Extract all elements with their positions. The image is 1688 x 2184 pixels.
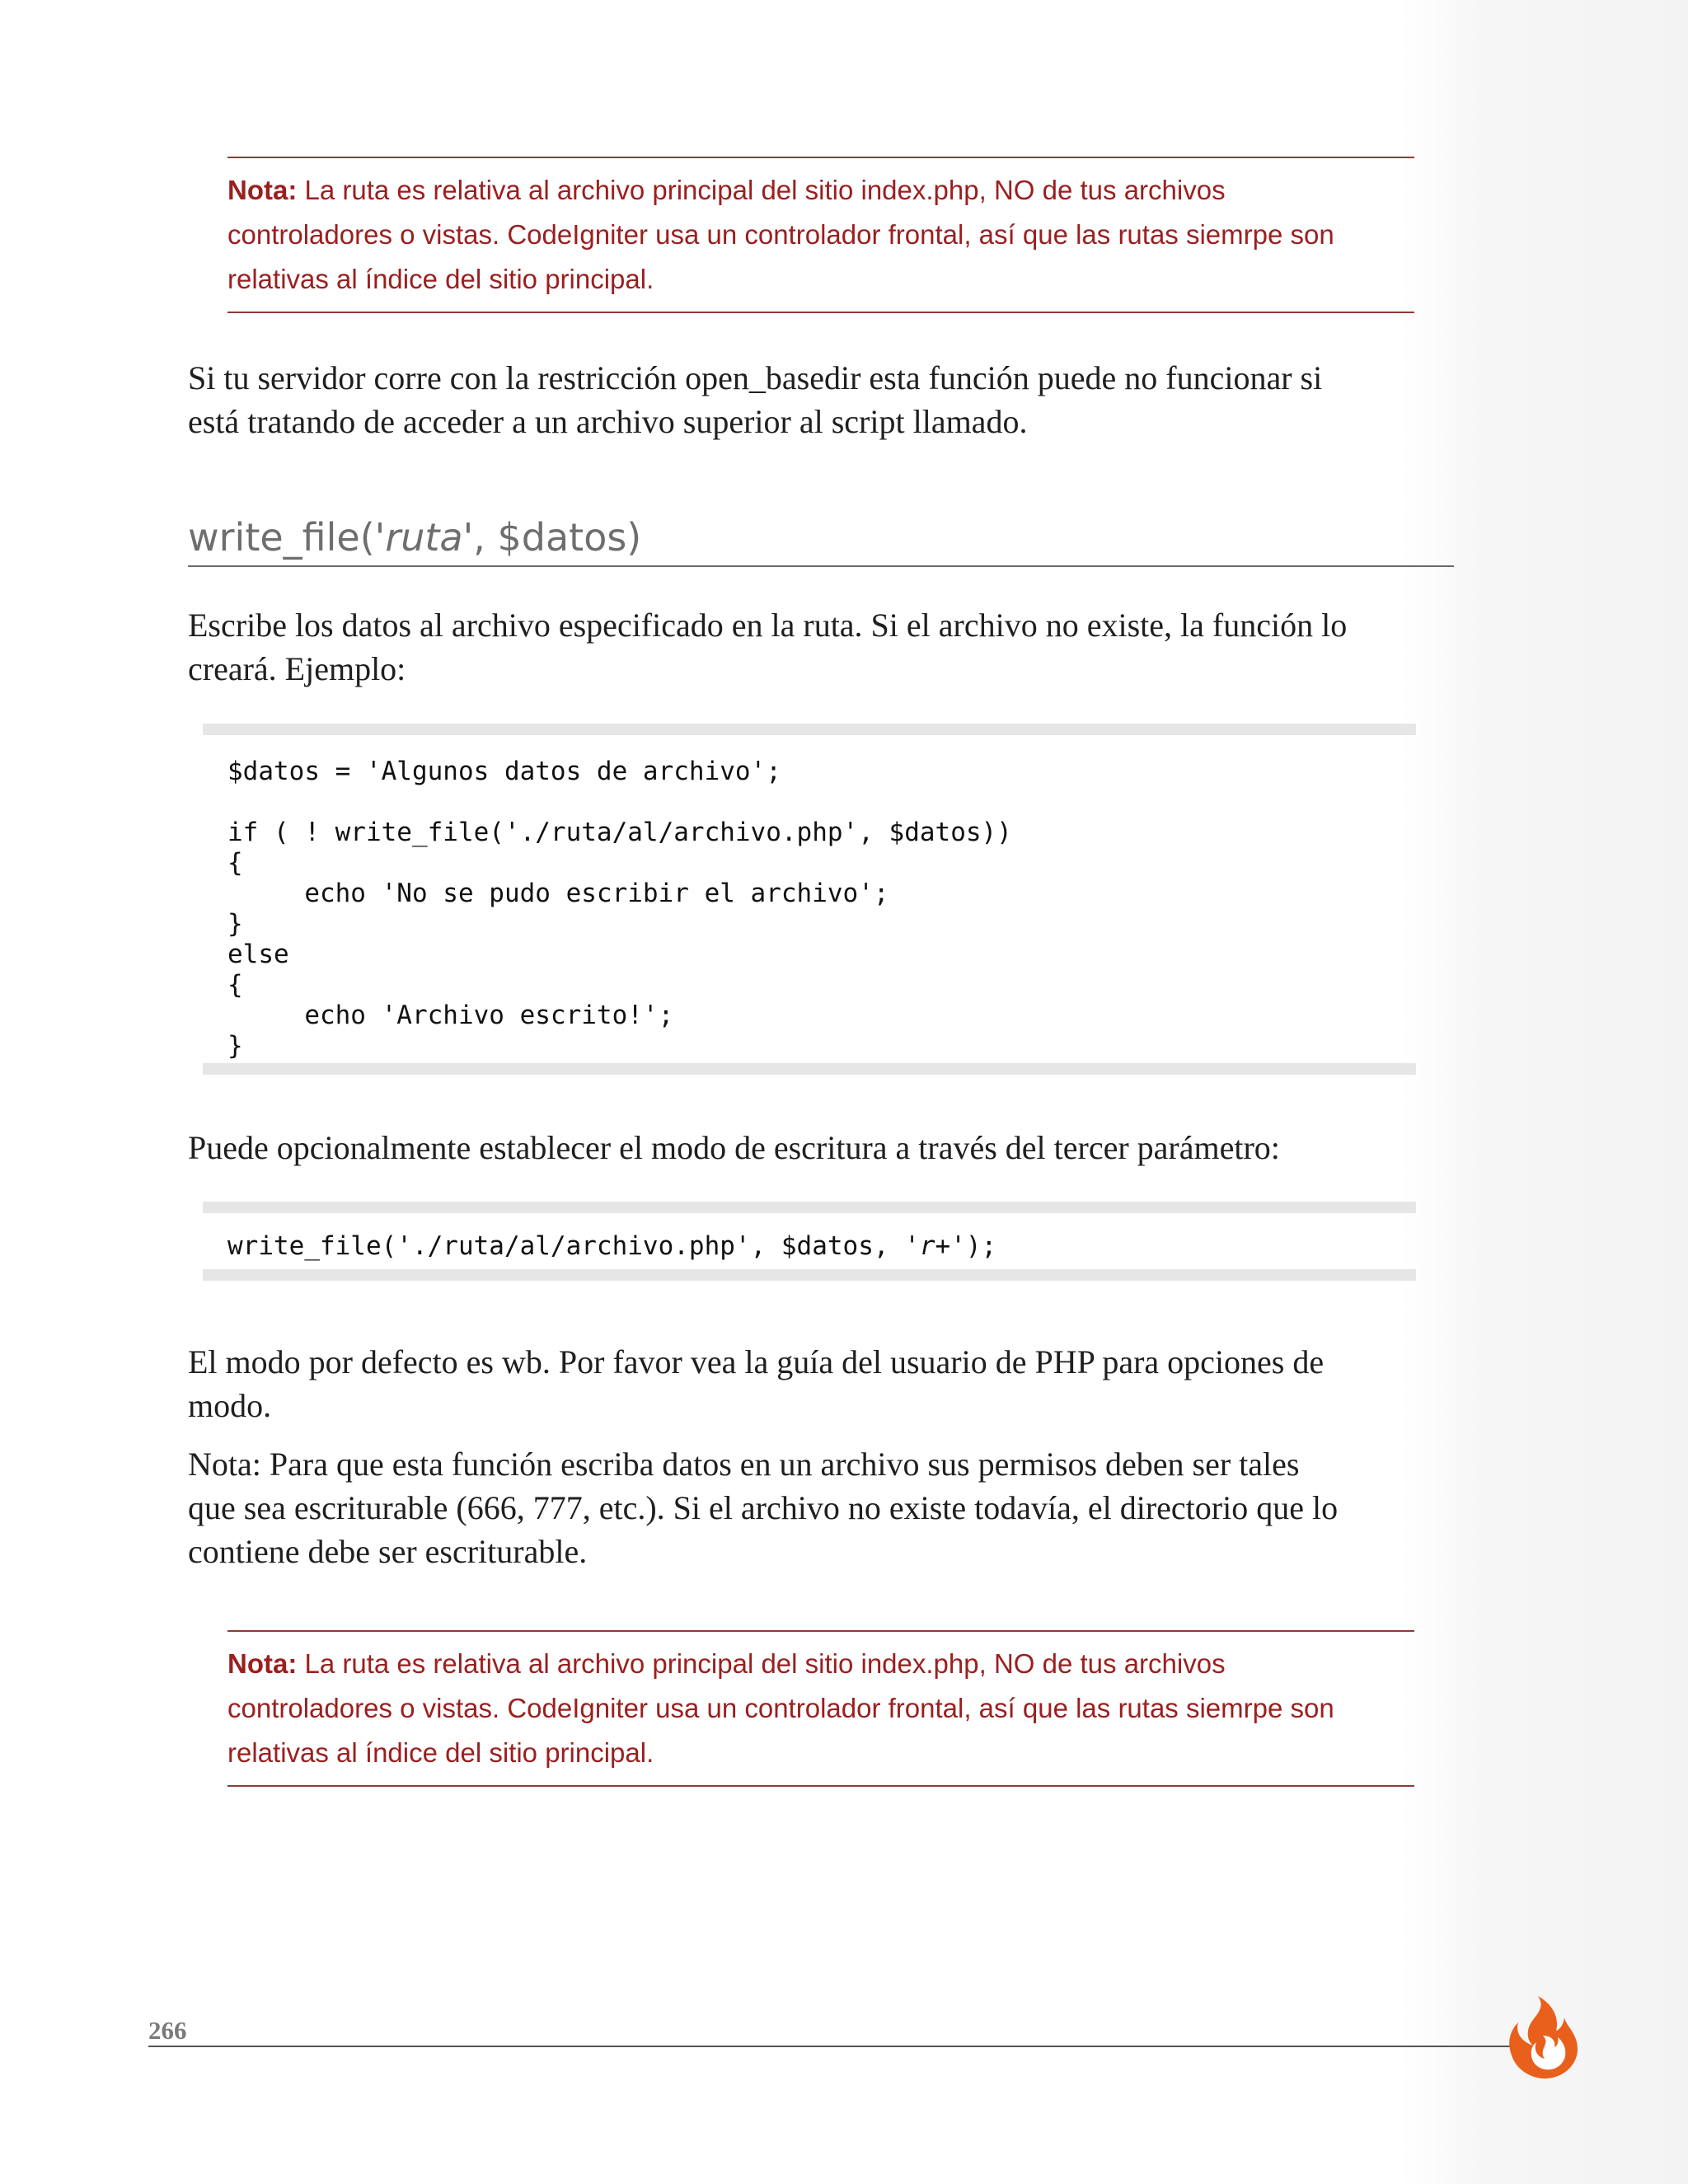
page-edge-shade [1401, 0, 1688, 2184]
code-line: echo 'Archivo escrito!'; [227, 1001, 674, 1030]
code-line [227, 787, 1416, 818]
code-line: { [227, 848, 243, 878]
note-label: Nota: [227, 175, 298, 205]
code-line: } [227, 1031, 243, 1061]
footer-rule [148, 2046, 1517, 2047]
note-label: Nota: [227, 1648, 298, 1679]
codeigniter-flame-icon [1505, 1993, 1581, 2082]
paragraph-default-mode: El modo por defecto es wb. Por favor vea la guía del usuario de PHP para opciones de modo. [188, 1343, 1325, 1424]
note-line-1: Nota: La ruta es relativa al archivo principal del sitio index.php, NO de tus archivos [227, 1648, 1226, 1679]
paragraph-permissions-note: Nota: Para que esta función escriba datos en un archivo sus permisos deben ser tales que sea escriturable (666, 777, etc.). Si el archivo no existe todavía, el directorio que lo contiene debe ser escriturable. [188, 1446, 1339, 1570]
code-line: $datos = 'Algunos datos de archivo'; [227, 757, 781, 786]
note-line-1: Nota: La ruta es relativa al archivo principal del sitio index.php, NO de tus archivos [227, 175, 1226, 205]
code-line: { [227, 970, 243, 1000]
heading-italic-param: ruta [385, 515, 463, 560]
code-italic-mode: r+ [919, 1231, 951, 1261]
paragraph-write-intro: Escribe los datos al archivo especificado en la ruta. Si el archivo no existe, la función lo creará. Ejemplo: [188, 607, 1348, 687]
code-line: else [227, 940, 289, 969]
code-line: echo 'No se pudo escribir el archivo'; [227, 879, 889, 908]
paragraph-open-basedir: Si tu servidor corre con la restricción open_basedir esta función puede no funcionar si está tratando de acceder a un archivo superior al script llamado. [188, 359, 1323, 440]
page-number: 266 [148, 2016, 187, 2045]
note-line-3: relativas al índice del sitio principal. [227, 264, 654, 294]
code-block-example [203, 724, 1416, 1075]
code-line: } [227, 909, 243, 939]
code-line: write_file('./ruta/al/archivo.php', $datos, 'r+'); [227, 1231, 997, 1261]
code-block-mode [203, 1202, 1416, 1281]
note-callout-bottom [227, 1630, 1414, 1787]
note-line-2: controladores o vistas. CodeIgniter usa un controlador frontal, así que las rutas siemrpe son [227, 219, 1334, 250]
section-heading-write-file: write_file('ruta', $datos) [188, 511, 1454, 567]
note-line-3: relativas al índice del sitio principal. [227, 1737, 654, 1768]
code-line: if ( ! write_file('./ruta/al/archivo.php', $datos)) [227, 818, 1012, 847]
paragraph-mode: Puede opcionalmente establecer el modo de escritura a través del tercer parámetro: [188, 1129, 1280, 1166]
note-callout-top [227, 157, 1414, 313]
note-line-2: controladores o vistas. CodeIgniter usa un controlador frontal, así que las rutas siemrpe son [227, 1693, 1334, 1723]
